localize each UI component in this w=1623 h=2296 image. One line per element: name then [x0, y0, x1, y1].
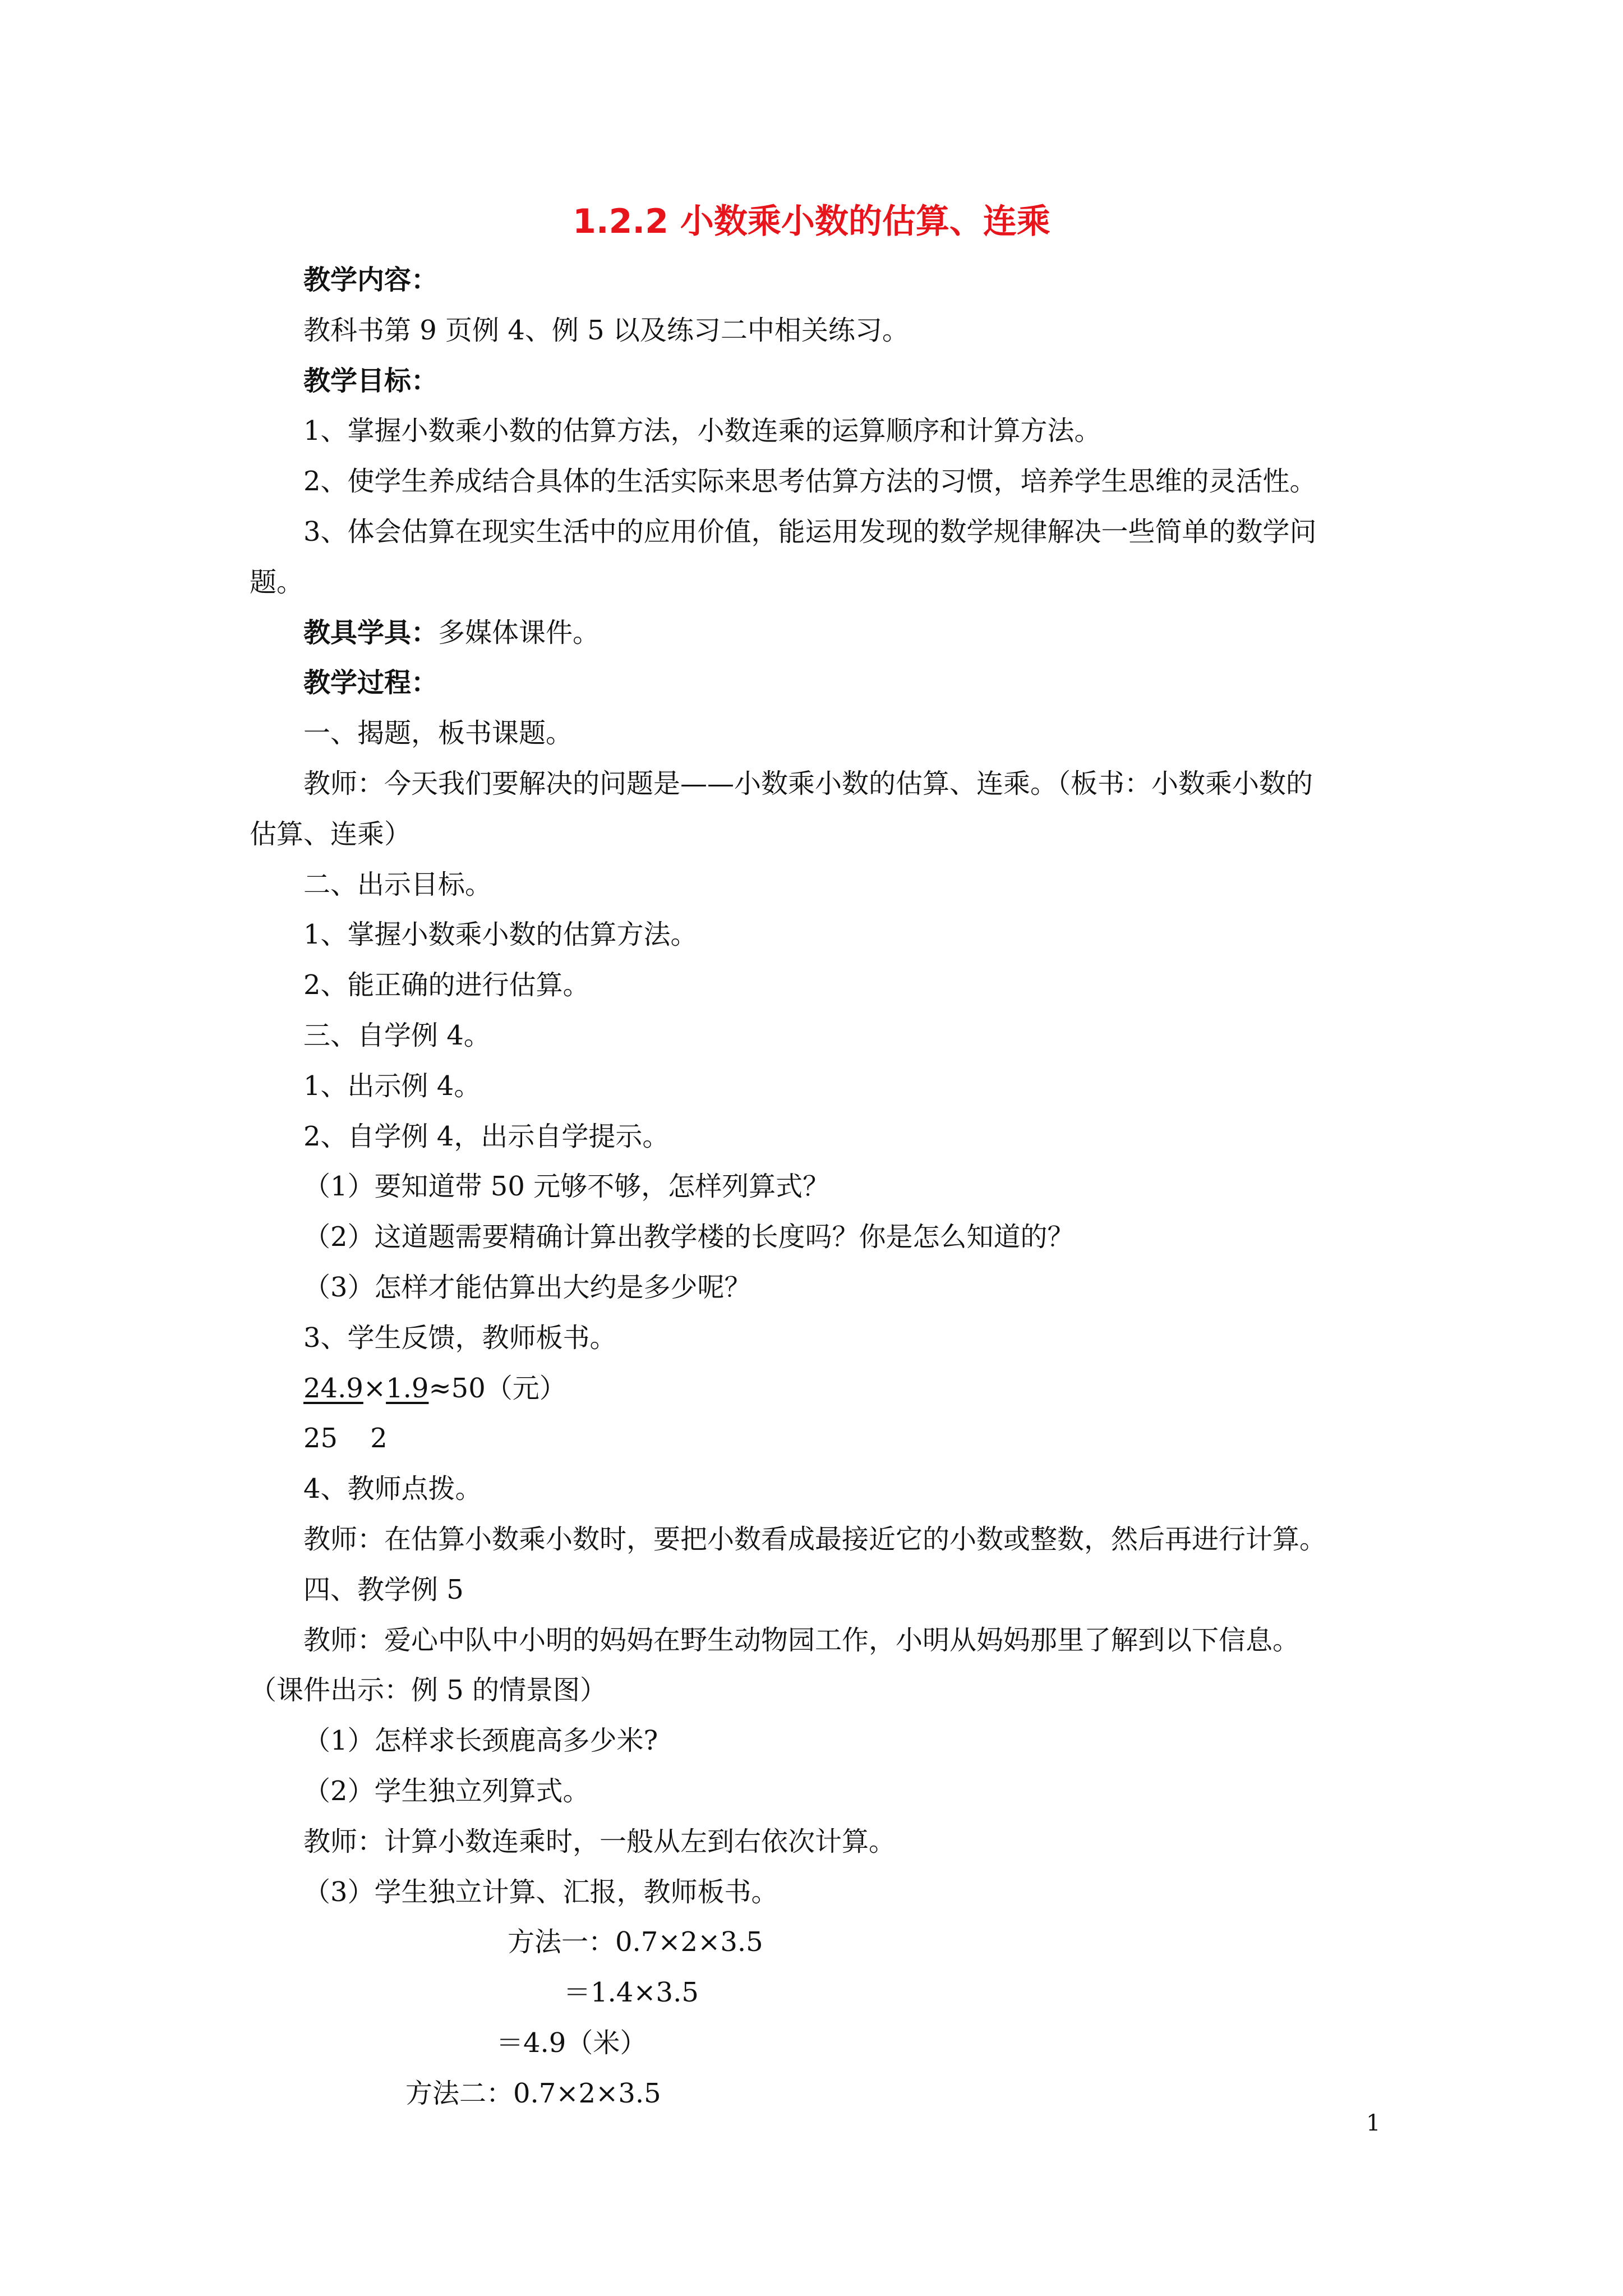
prompt-item: （1）怎样求长颈鹿高多少米?: [303, 1725, 658, 1757]
method-one-step: ＝1.4×3.5: [564, 1977, 699, 2009]
section-heading-goals: 教学目标：: [303, 365, 439, 397]
goal-item: 3、体会估算在现实生活中的应用价值，能运用发现的数学规律解决一些简单的数学问: [303, 516, 1317, 547]
step-heading: 四、教学例 5: [303, 1573, 464, 1605]
paragraph: 教师：爱心中队中小明的妈妈在野生动物园工作，小明从妈妈那里了解到以下信息。: [303, 1624, 1300, 1656]
estimate-rounded: [250, 1414, 1394, 1464]
document-body: [250, 255, 1394, 2119]
list-item: 1、掌握小数乘小数的估算方法。: [303, 919, 698, 951]
page-title: 1.2.2 小数乘小数的估算、连乘: [573, 202, 1050, 241]
list-item: 1、出示例 4。: [303, 1070, 481, 1102]
paragraph: 教科书第 9 页例 4、例 5 以及练习二中相关练习。: [303, 314, 909, 346]
paragraph: 教师：计算小数连乘时，一般从左到右依次计算。: [303, 1825, 896, 1857]
goal-item: 1、掌握小数乘小数的估算方法，小数连乘的运算顺序和计算方法。: [303, 415, 1101, 447]
page-number: 1: [1366, 2110, 1381, 2136]
formula-operator: ×: [363, 1372, 386, 1404]
rounded-value: 2: [370, 1423, 388, 1455]
goal-item-continuation: 题。: [250, 566, 304, 598]
formula-result: ≈50（元）: [428, 1372, 566, 1404]
prompt-item: （2）学生独立列算式。: [303, 1775, 590, 1807]
paragraph-continuation: 估算、连乘）: [250, 818, 412, 850]
method-two-formula: 方法二：0.7×2×3.5: [405, 2077, 661, 2109]
list-item: 2、能正确的进行估算。: [303, 969, 590, 1001]
goal-item: 2、使学生养成结合具体的生活实际来思考估算方法的习惯，培养学生思维的灵活性。: [303, 466, 1317, 498]
list-item: 4、教师点拨。: [303, 1473, 482, 1505]
method-one-formula: 方法一：0.7×2×3.5: [508, 1926, 763, 1958]
step-heading: 一、揭题，板书课题。: [303, 717, 573, 749]
prompt-item: （3）怎样才能估算出大约是多少呢？: [303, 1271, 751, 1303]
list-item: 2、自学例 4，出示自学提示。: [303, 1120, 670, 1152]
section-heading-content: 教学内容：: [303, 264, 439, 296]
paragraph-continuation: （课件出示：例 5 的情景图）: [250, 1674, 607, 1706]
paragraph: 教师：今天我们要解决的问题是——小数乘小数的估算、连乘。（板书：小数乘小数的: [303, 767, 1313, 799]
section-heading-process: 教学过程：: [303, 667, 439, 699]
list-item: 3、学生反馈，教师板书。: [303, 1322, 617, 1354]
prompt-item: （2）这道题需要精确计算出教学楼的长度吗？你是怎么知道的？: [303, 1221, 1075, 1253]
tools-line: [250, 608, 1394, 659]
formula-factor: 1.9: [386, 1372, 429, 1404]
rounded-value: 25: [303, 1423, 338, 1455]
formula-factor: 24.9: [303, 1372, 363, 1404]
tools-text: 多媒体课件。: [438, 616, 600, 648]
step-heading: 三、自学例 4。: [303, 1019, 491, 1051]
method-one-result: ＝4.9（米）: [496, 2027, 647, 2059]
step-heading: 二、出示目标。: [303, 868, 492, 900]
section-heading-tools: 教具学具：: [303, 616, 439, 648]
prompt-item: （3）学生独立计算、汇报，教师板书。: [303, 1876, 778, 1908]
estimate-formula: [250, 1364, 1394, 1414]
prompt-item: （1）要知道带 50 元够不够，怎样列算式？: [303, 1171, 830, 1203]
paragraph: 教师：在估算小数乘小数时，要把小数看成最接近它的小数或整数，然后再进行计算。: [303, 1523, 1327, 1555]
